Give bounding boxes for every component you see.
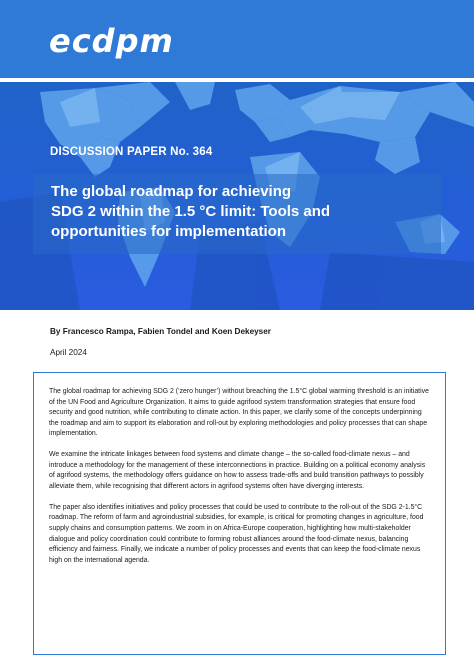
- title-box: [33, 174, 441, 254]
- abstract-paragraph-2: We examine the intricate linkages between food systems and climate change – the so-called food-climate nexus – and introduce a methodology for the management of these interconnections in practice. Building on a political economy analysis of agrifood systems, the methodology offers guidance on how to assess trade-offs and build transition pathways to possibly alleviate them, while recognising that different actors in agrifood systems often have diverging interests.: [49, 451, 426, 490]
- series-label: DISCUSSION PAPER No. 364: [50, 146, 213, 158]
- abstract-paragraph-1: The global roadmap for achieving SDG 2 (‘zero hunger’) without breaching the 1.5°C global warming threshold is an initiative of the UN Food and Agriculture Organization. It aims to guide agrifood system transformation strategies that ensure food security and good nutrition, while contributing to climate action. In this paper, we clarify some of the concepts underpinning the roadmap and aim to support its elaboration and roll-out by exploring methodologies and policy processes that can shape implementation.: [49, 388, 429, 438]
- paper-title: [51, 182, 441, 242]
- title-line-2: SDG 2 within the 1.5 °C limit: Tools and: [51, 203, 331, 220]
- title-line-1: The global roadmap for achieving: [51, 183, 292, 200]
- title-line-3: opportunities for implementation: [51, 223, 286, 240]
- hero-banner: [0, 82, 474, 310]
- authors-line: By Francesco Rampa, Fabien Tondel and Koen Dekeyser: [50, 327, 271, 336]
- brand-header-bar: [0, 0, 474, 78]
- publication-date: April 2024: [50, 348, 87, 357]
- abstract-box: [33, 372, 446, 655]
- abstract-paragraph-3: The paper also identifies initiatives and policy processes that could be used to contribute to the roll-out of the SDG 2-1.5°C roadmap. The reform of farm and agroindustrial subsidies, for example, is critical for promoting changes in agriculture, food supply chains and consumption patterns. We zoom in on Africa-Europe cooperation, highlighting how multi-stakeholder dialogue and policy coordination could contribute to forming robust alliances around the food-climate nexus, balancing efficiency and fairness. Finally, we indicate a number of policy processes and events that can keep the food-climate nexus high on the international agenda.: [49, 503, 424, 564]
- ecdpm-logo: ecdpm: [49, 22, 174, 60]
